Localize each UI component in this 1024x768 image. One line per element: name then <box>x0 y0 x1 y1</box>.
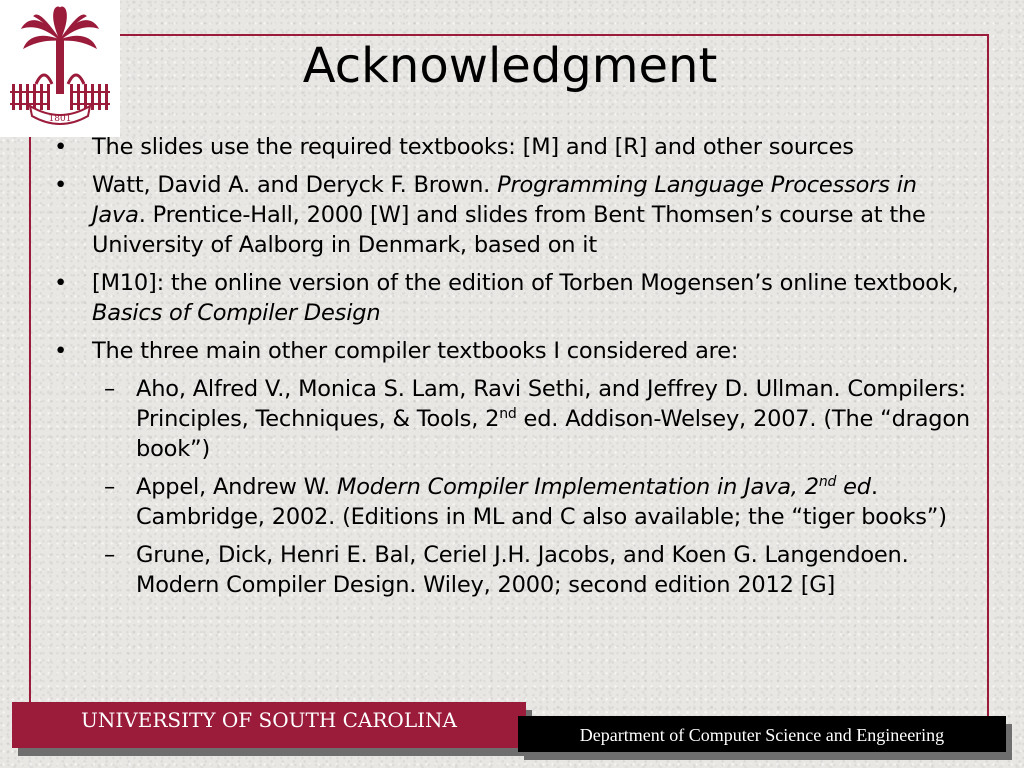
text-segment: Programming Language Processors in Java <box>92 172 917 228</box>
bullet-marker: • <box>54 172 68 198</box>
text-segment: Appel, Andrew W. <box>136 474 338 500</box>
footer-department-banner: Department of Computer Science and Engineering <box>518 716 1006 752</box>
text-segment: Grune, Dick, Henri E. Bal, Ceriel J.H. Jacobs, and Koen G. Langendoen. Modern Compiler Design. Wiley, 2000; second edition 2012 [G] <box>136 542 909 598</box>
svg-text:1801: 1801 <box>48 114 72 124</box>
bullet-marker: • <box>54 134 68 160</box>
bullet-text <box>136 472 976 532</box>
bullet-text <box>136 540 976 600</box>
bullet-item <box>46 170 976 260</box>
text-segment: Modern Compiler Implementation in Java, 2 <box>337 474 819 500</box>
footer-university-banner: UNIVERSITY OF SOUTH CAROLINA <box>12 702 526 748</box>
bullet-text <box>92 268 976 328</box>
slide-title: Acknowledgment <box>302 38 718 94</box>
bullet-item <box>46 336 976 366</box>
text-segment: . Cambridge, 2002. (Editions in ML and C also available; the “tiger books”) <box>136 474 947 530</box>
bullet-item <box>46 132 976 162</box>
bullet-item <box>46 540 976 600</box>
text-segment: Watt, David A. and Deryck F. Brown. <box>92 172 498 198</box>
text-segment: The slides use the required textbooks: [M] and [R] and other sources <box>92 134 854 160</box>
dash-marker: – <box>104 542 116 568</box>
text-segment: nd <box>499 406 517 422</box>
palmetto-seal-icon <box>0 0 120 137</box>
dash-marker: – <box>104 376 116 402</box>
bullet-list <box>46 132 976 608</box>
dash-marker: – <box>104 474 116 500</box>
text-segment: . Prentice-Hall, 2000 [W] and slides from Bent Thomsen’s course at the University of Aalborg in Denmark, based on it <box>92 202 926 258</box>
bullet-item <box>46 472 976 532</box>
university-logo <box>0 0 120 137</box>
bullet-item <box>46 374 976 464</box>
bullet-text <box>92 170 976 260</box>
text-segment: nd <box>818 474 837 490</box>
bullet-marker: • <box>54 338 68 364</box>
bullet-item <box>46 268 976 328</box>
text-segment: Aho, Alfred V., Monica S. Lam, Ravi Sethi, and Jeffrey D. Ullman. Compilers: Principles, Techniques, & Tools, 2 <box>136 376 966 432</box>
text-segment: ed. Addison-Welsey, 2007. (The “dragon book”) <box>136 406 970 462</box>
text-segment: The three main other compiler textbooks I considered are: <box>92 338 739 364</box>
bullet-text <box>92 132 976 162</box>
bullet-marker: • <box>54 270 68 296</box>
text-segment: Basics of Compiler Design <box>92 300 381 326</box>
text-segment: ed <box>836 474 871 500</box>
bullet-text <box>136 374 976 464</box>
text-segment: [M10]: the online version of the edition of Torben Mogensen’s online textbook, <box>92 270 959 296</box>
bullet-text <box>92 336 976 366</box>
